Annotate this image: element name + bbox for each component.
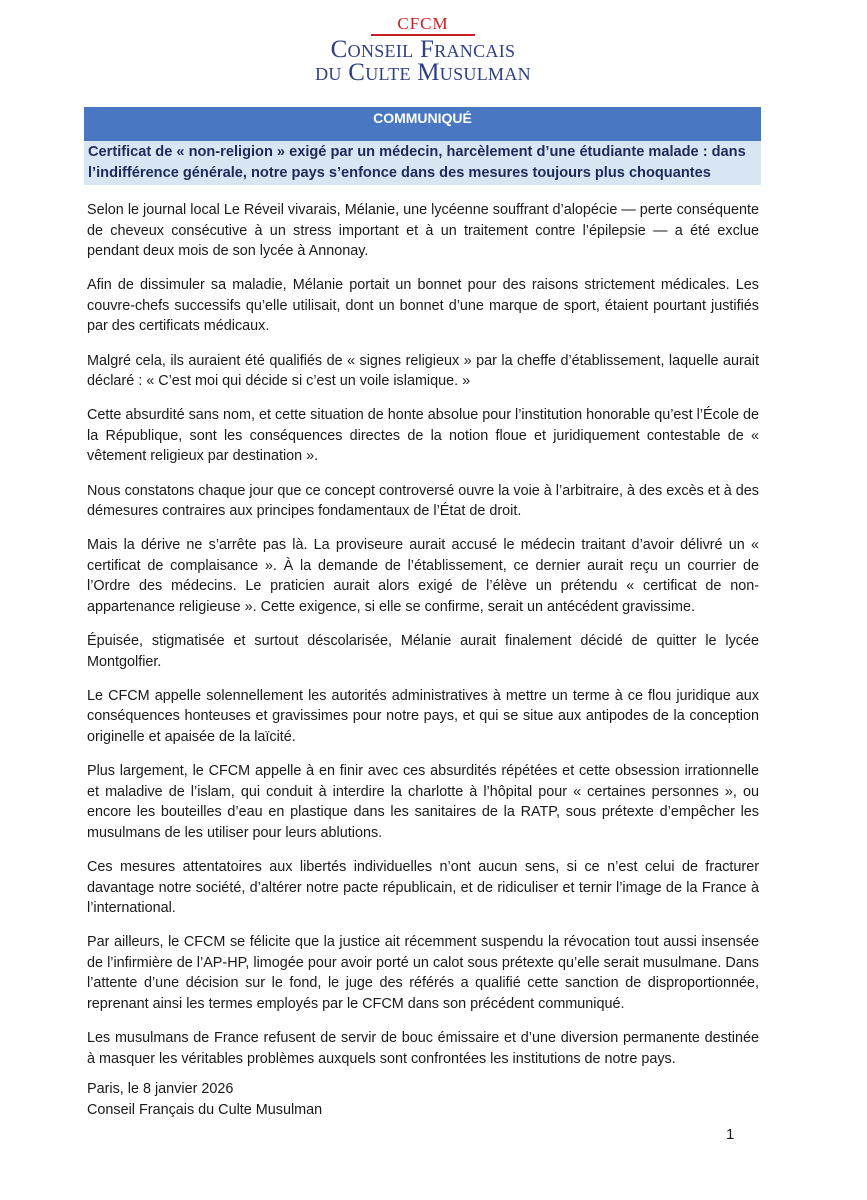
place-date: Paris, le 8 janvier 2026 <box>87 1081 234 1097</box>
body-paragraph: Cette absurdité sans nom, et cette situation de honte absolue pour l’institution honorable qu’est l’École de la République, sont les conséquences directes de la notion floue et juridiquement contestable de « vêtement religieux par destination ». <box>87 407 759 465</box>
body-paragraph: Mais la dérive ne s’arrête pas là. La proviseure aurait accusé le médecin traitant d’avoir délivré un « certificat de complaisance ». À la demande de l’établissement, ce dernier aurait reçu un courrier de l’Ordre des médecins. Le praticien aurait alors exigé de l’élève un prétendu « certificat de non-appartenance religieuse ». Cette exigence, si elle se confirme, serait un antécédent gravissime. <box>87 537 759 615</box>
communique-body <box>87 200 759 1083</box>
body-paragraph: Ces mesures attentatoires aux libertés individuelles n’ont aucun sens, si ce n’est celui de fracturer davantage notre société, d’altérer notre pacte républicain, et de ridiculiser et ternir l’image de la France à l’international. <box>87 858 759 917</box>
body-paragraph: Nous constatons chaque jour que ce concept controversé ouvre la voie à l’arbitraire, à des excès et à des démesures contraires aux principes fondamentaux de l’État de droit. <box>87 482 759 520</box>
page-number: 1 <box>726 1126 735 1143</box>
signatory-organization: Conseil Français du Culte Musulman <box>87 1102 323 1118</box>
body-paragraph: Le CFCM appelle solennellement les autorités administratives à mettre un terme à ce flou juridique aux conséquences honteuses et gravissimes pour notre pays, et qui se situe aux antipodes de la conception originelle et apaisée de la laïcité. <box>87 687 759 745</box>
communique-headline: Certificat de « non-religion » exigé par un médecin, harcèlement d’une étudiante malade : dans l’indifférence générale, notre pays s’enfonce dans des mesures toujours plus choquantes <box>84 141 761 185</box>
logo-name-line-1: Conseil Francais <box>330 36 516 63</box>
body-paragraph: Malgré cela, ils auraient été qualifiés de « signes religieux » par la cheffe d’établissement, laquelle aurait déclaré : « C’est moi qui décide si c’est un voile islamique. » <box>87 352 759 390</box>
body-paragraph: Les musulmans de France refusent de servir de bouc émissaire et d’une diversion permanente destinée à masquer les véritables problèmes auxquels sont confrontées les institutions de notre pays. <box>87 1030 759 1067</box>
communique-banner: COMMUNIQUÉ <box>84 107 761 141</box>
cfcm-logo <box>300 14 546 88</box>
body-paragraph: Épuisée, stigmatisée et surtout déscolarisée, Mélanie aurait finalement décidé de quitter le lycée Montgolfier. <box>87 633 759 670</box>
logo-acronym: CFCM <box>397 14 449 33</box>
logo-name-line-2: du Culte Musulman <box>315 59 531 86</box>
body-paragraph: Selon le journal local Le Réveil vivarais, Mélanie, une lycéenne souffrant d’alopécie — perte conséquente de cheveux consécutive à un stress important et à un traitement contre l’épilepsie — a été exclue pendant deux mois de son lycée à Annonay. <box>87 202 759 260</box>
body-paragraph: Plus largement, le CFCM appelle à en finir avec ces absurdités répétées et cette obsession irrationnelle et maladive de l’islam, qui conduit à interdire la charlotte à l’hôpital pour « certaines personnes », ou encore les bouteilles d’eau en plastique dans les sanitaires de la RATP, sous prétexte d’empêcher les musulmans de les utiliser pour leurs ablutions. <box>87 763 759 841</box>
body-paragraph: Afin de dissimuler sa maladie, Mélanie portait un bonnet pour des raisons strictement médicales. Les couvre-chefs successifs qu’elle utilisait, dont un bonnet d’une marque de sport, étaient pourtant justifiés par des certificats médicaux. <box>87 277 759 335</box>
signature-block <box>87 1079 487 1121</box>
body-paragraph: Par ailleurs, le CFCM se félicite que la justice ait récemment suspendu la révocation tout aussi insensée de l’infirmière de l’AP-HP, limogée pour avoir porté un calot sous prétexte qu’elle serait musulmane. Dans l’attente d’une décision sur le fond, le juge des référés a qualifié cette sanction de disproportionnée, reprenant ainsi les termes employés par le CFCM dans son précédent communiqué. <box>87 934 759 1012</box>
